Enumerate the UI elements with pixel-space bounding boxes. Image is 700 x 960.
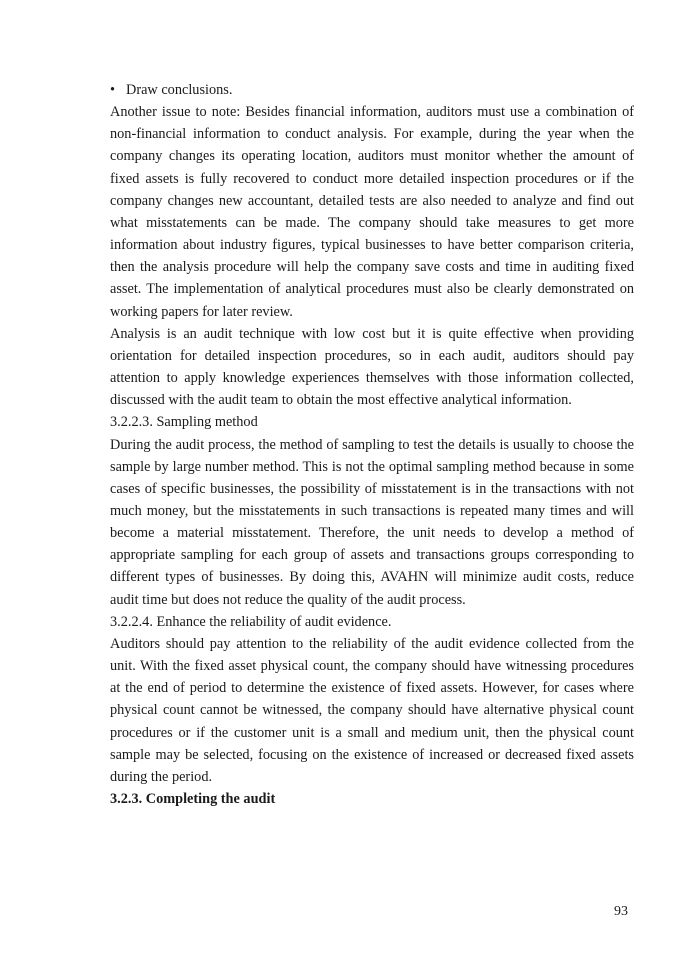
heading-completing-audit: 3.2.3. Completing the audit xyxy=(110,791,276,807)
heading-reliability-evidence: 3.2.2.4. Enhance the reliability of audit evidence. xyxy=(110,613,392,630)
heading-sampling-method: 3.2.2.3. Sampling method xyxy=(110,414,258,431)
bullet-item xyxy=(110,79,634,101)
bullet-text: Draw conclusions. xyxy=(126,82,233,98)
bullet-symbol: • xyxy=(110,82,116,98)
page-body xyxy=(110,79,634,810)
paragraph-analysis-technique: Analysis is an audit technique with low cost but it is quite effective when providing orientation for detailed inspection procedures, so in each audit, auditors should pay attention to apply knowledge experiences themselves with those information collected, discussed with the audit team to obtain the most effective analytical information. xyxy=(110,325,634,409)
paragraph-reliability: Auditors should pay attention to the reliability of the audit evidence collected from the unit. With the fixed asset physical count, the company should have witnessing procedures at the end of period to determine the existence of fixed assets. However, for cases where physical count cannot be witnessed, the company should have alternative physical count procedures or if the customer unit is a small and medium unit, then the physical count sample may be selected, focusing on the existence of increased or decreased fixed assets during the period. xyxy=(110,635,634,785)
paragraph-non-financial-info: Another issue to note: Besides financial information, auditors must use a combination of non-financial information to conduct analysis. For example, during the year when the company changes its operating location, auditors must monitor whether the amount of fixed assets is fully recovered to conduct more detailed inspection procedures or if the company changes new accountant, detailed tests are also needed to analyze and find out what misstatements can be made. The company should take measures to get more information about industry figures, typical businesses to have better comparison criteria, then the analysis procedure will help the company save costs and time in auditing fixed asset. The implementation of analytical procedures must also be clearly demonstrated on working papers for later review. xyxy=(110,104,634,320)
paragraph-sampling: During the audit process, the method of sampling to test the details is usually to choose the sample by large number method. This is not the optimal sampling method because in some cases of specific businesses, the possibility of misstatement is in the transactions with not much money, but the misstatements in such transactions is repeated many times and will become a material misstatement. Therefore, the unit needs to develop a method of appropriate sampling for each group of assets and transactions groups corresponding to different types of businesses. By doing this, AVAHN will minimize audit costs, reduce audit time but does not reduce the quality of the audit process. xyxy=(110,436,634,608)
page-number: 93 xyxy=(614,904,628,919)
